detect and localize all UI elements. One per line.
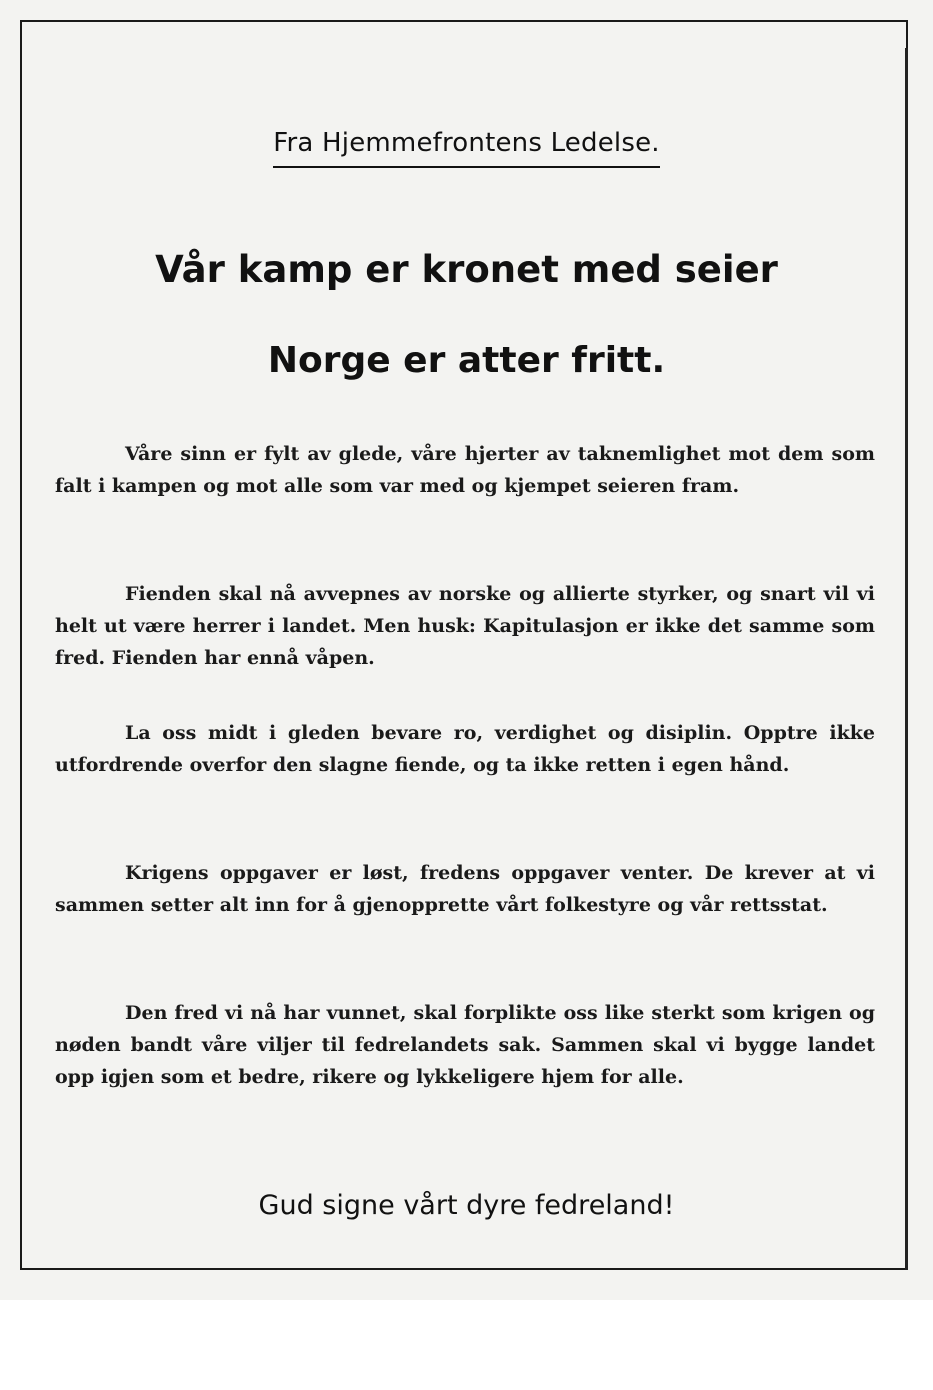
issuer-header bbox=[0, 128, 933, 168]
issuer-header-text: Fra Hjemmefrontens Ledelse. bbox=[273, 128, 659, 168]
headline-line-1: Vår kamp er kronet med seier bbox=[155, 248, 778, 291]
paragraph-2 bbox=[55, 578, 875, 674]
paragraph-2-text: Fienden skal nå avvepnes av norske og allierte styrker, og snart vil vi helt ut være herrer i landet. Men husk: Kapitulasjon er ikke det samme som fred. Fienden har ennå våpen. bbox=[55, 583, 875, 669]
paragraph-4 bbox=[55, 857, 875, 921]
paragraph-3-text: La oss midt i gleden bevare ro, verdighet og disiplin. Opptre ikke utfordrende overfor den slagne fiende, og ta ikke retten i egen hånd. bbox=[55, 722, 875, 776]
paragraph-1-text: Våre sinn er fylt av glede, våre hjerter av taknemlighet mot dem som falt i kampen og mot alle som var med og kjempet seieren fram. bbox=[55, 443, 875, 497]
headline-line-2: Norge er atter fritt. bbox=[267, 340, 666, 381]
closing-line: Gud signe vårt dyre fedreland! bbox=[258, 1190, 675, 1221]
page-border-shadow bbox=[905, 48, 908, 1270]
paragraph-4-text: Krigens oppgaver er løst, fredens oppgaver venter. De krever at vi sammen setter alt inn for å gjenopprette vårt folkestyre og vår rettsstat. bbox=[55, 862, 875, 916]
paragraph-5-text: Den fred vi nå har vunnet, skal forplikte oss like sterkt som krigen og nøden bandt våre viljer til fedrelandets sak. Sammen skal vi bygge landet opp igjen som et bedre, rikere og lykkeligere hjem for alle. bbox=[55, 1002, 875, 1088]
paragraph-1 bbox=[55, 438, 875, 502]
paragraph-3 bbox=[55, 717, 875, 781]
paragraph-5 bbox=[55, 997, 875, 1093]
